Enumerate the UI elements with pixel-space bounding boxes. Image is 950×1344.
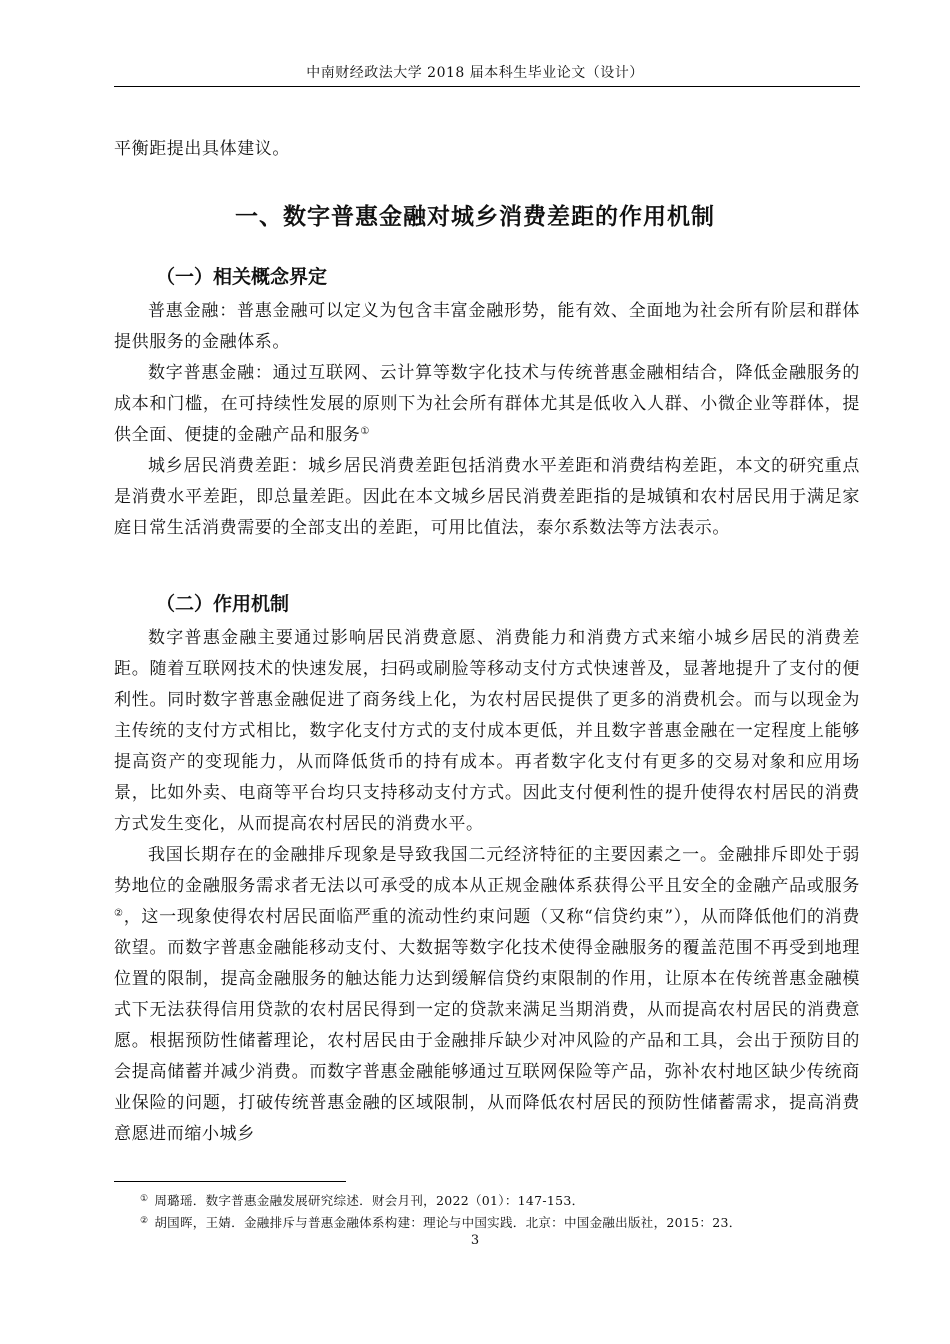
mechanism-paragraph-2-part-a: 我国长期存在的金融排斥现象是导致我国二元经济特征的主要因素之一。金融排斥即处于弱势地位的金融服务需求者无法以可承受的成本从正规金融体系获得公平且安全的金融产品或服务 — [114, 845, 860, 896]
subsection-title-mechanism: （二）作用机制 — [156, 593, 290, 615]
mechanism-paragraph-2-part-b: ，这一现象使得农村居民面临严重的流动性约束问题（又称“信贷约束”），从而降低他们的消费欲望。而数字普惠金融能移动支付、大数据等数字化技术使得金融服务的覆盖范围不再受到地理位置的限制，提高金融服务的触达能力达到缓解信贷约束限制的作用，让原本在传统普惠金融模式下无法获得信用贷款的农村居民得到一定的贷款来满足当期消费，从而提高农村居民的消费意愿。根据预防性储蓄理论，农村居民由于金融排斥缺少对冲风险的产品和工具，会出于预防目的会提高储蓄并减少消费。而数字普惠金融能够通过互联网保险等产品，弥补农村地区缺少传统商业保险的问题，打破传统普惠金融的区域限制，从而降低农村居民的预防性储蓄需求，提高消费意愿进而缩小城乡 — [114, 907, 860, 1144]
definition-digital-text: 数字普惠金融：通过互联网、云计算等数字化技术与传统普惠金融相结合，降低金融服务的成本和门槛，在可持续性发展的原则下为社会所有群体尤其是低收入人群、小微企业等群体，提供全面、便捷的金融产品和服务 — [114, 363, 860, 445]
page-number: 3 — [470, 1233, 480, 1248]
footnote-2 — [140, 1213, 742, 1231]
footnote-divider — [114, 1181, 346, 1182]
subsection-title-definitions: （一）相关概念界定 — [156, 266, 328, 288]
mechanism-block — [114, 623, 860, 1150]
footnote-1 — [140, 1191, 584, 1209]
header-divider — [114, 86, 860, 87]
section-title: 一、数字普惠金融对城乡消费差距的作用机制 — [235, 204, 715, 230]
footnote-ref-1[interactable]: ① — [360, 426, 370, 437]
footnote-text-1: 周璐瑶．数字普惠金融发展研究综述．财会月刊，2022（01）：147-153． — [154, 1193, 585, 1208]
definition-consumption-gap: 城乡居民消费差距：城乡居民消费差距包括消费水平差距和消费结构差距，本文的研究重点是消费水平差距，即总量差距。因此在本文城乡居民消费差距指的是城镇和农村居民用于满足家庭日常生活消费需要的全部支出的差距，可用比值法，泰尔系数法等方法表示。 — [114, 456, 860, 538]
running-header: 中南财经政法大学 2018 届本科生毕业论文（设计） — [306, 65, 644, 81]
footnote-text-2: 胡国晖，王婧．金融排斥与普惠金融体系构建：理论与中国实践．北京：中国金融出版社，2015：23． — [154, 1215, 742, 1230]
footnote-mark-2: ② — [140, 1216, 149, 1226]
definition-digital-inclusive-finance — [114, 358, 860, 451]
definition-inclusive-finance: 普惠金融：普惠金融可以定义为包含丰富金融形势，能有效、全面地为社会所有阶层和群体提供服务的金融体系。 — [114, 301, 860, 352]
mechanism-paragraph-1: 数字普惠金融主要通过影响居民消费意愿、消费能力和消费方式来缩小城乡居民的消费差距。随着互联网技术的快速发展，扫码或刷脸等移动支付方式快速普及，显著地提升了支付的便利性。同时数字普惠金融促进了商务线上化，为农村居民提供了更多的消费机会。而与以现金为主传统的支付方式相比，数字化支付方式的支付成本更低，并且数字普惠金融在一定程度上能够提高资产的变现能力，从而降低货币的持有成本。再者数字化支付有更多的交易对象和应用场景，比如外卖、电商等平台均只支持移动支付方式。因此支付便利性的提升使得农村居民的消费方式发生变化，从而提高农村居民的消费水平。 — [114, 628, 860, 834]
footnote-ref-2[interactable]: ② — [114, 908, 124, 919]
intro-line: 平衡距提出具体建议。 — [114, 139, 290, 159]
footnote-mark-1: ① — [140, 1194, 149, 1204]
definitions-block — [114, 296, 860, 544]
mechanism-paragraph-2 — [114, 840, 860, 1150]
